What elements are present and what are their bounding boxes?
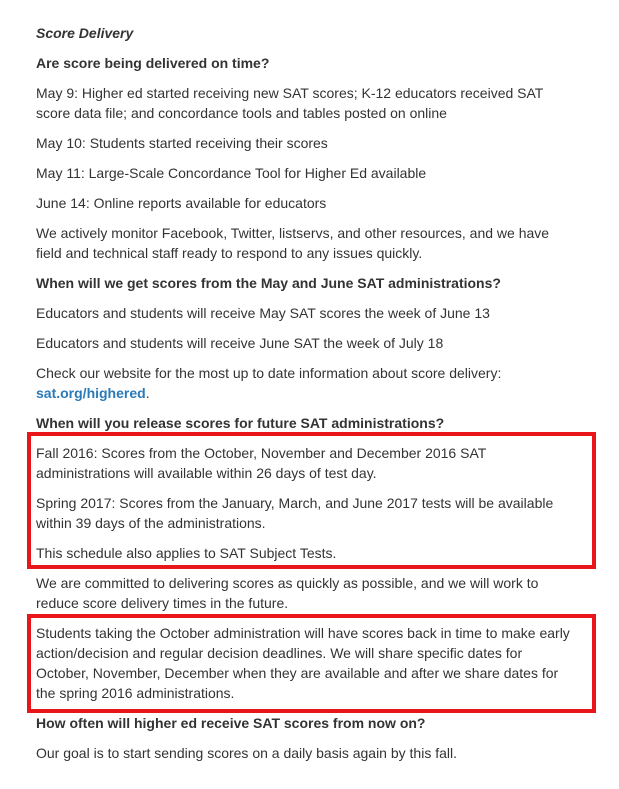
question-future-scores: When will you release scores for future SAT administrations? <box>36 415 445 431</box>
fall-2016-line2: administrations will available within 26 days of test day. <box>36 465 377 481</box>
may-scores-text: Educators and students will receive May SAT scores the week of June 13 <box>36 305 490 321</box>
monitor-text-line2: field and technical staff ready to respond to any issues quickly. <box>36 245 423 261</box>
question-may-june-scores: When will we get scores from the May and June SAT administrations? <box>36 275 501 291</box>
spring-2017-line2: within 39 days of the administrations. <box>36 515 266 531</box>
commitment-line1: We are committed to delivering scores as quickly as possible, and we will work to <box>36 575 539 591</box>
highered-link[interactable]: sat.org/highered <box>36 385 146 401</box>
fall-2016-line1: Fall 2016: Scores from the October, November and December 2016 SAT <box>36 445 487 461</box>
october-line1: Students taking the October administration will have scores back in time to make early <box>36 625 570 641</box>
section-title: Score Delivery <box>36 25 134 41</box>
october-line3: October, November, December when they are available and after we share dates for <box>36 665 559 681</box>
timeline-may9-line1: May 9: Higher ed started receiving new SAT scores; K-12 educators received SAT <box>36 85 544 101</box>
june-scores-text: Educators and students will receive June SAT the week of July 18 <box>36 335 444 351</box>
october-line2: action/decision and regular decision deadlines. We will share specific dates for <box>36 645 523 661</box>
subject-tests-text: This schedule also applies to SAT Subject Tests. <box>36 545 337 561</box>
check-website-text: Check our website for the most up to date information about score delivery: <box>36 365 502 381</box>
october-line4: the spring 2016 administrations. <box>36 685 235 701</box>
daily-scores-answer: Our goal is to start sending scores on a daily basis again by this fall. <box>36 745 457 761</box>
link-suffix: . <box>145 385 150 401</box>
spring-2017-line1: Spring 2017: Scores from the January, March, and June 2017 tests will be available <box>36 495 554 511</box>
monitor-text-line1: We actively monitor Facebook, Twitter, listservs, and other resources, and we have <box>36 225 550 241</box>
question-daily-scores: How often will higher ed receive SAT scores from now on? <box>36 715 426 731</box>
timeline-may9-line2: score data file; and concordance tools and tables posted on online <box>36 105 447 121</box>
timeline-may11: May 11: Large-Scale Concordance Tool for Higher Ed available <box>36 165 427 181</box>
timeline-may10: May 10: Students started receiving their scores <box>36 135 328 151</box>
website-link-line <box>36 383 596 403</box>
commitment-line2: reduce score delivery times in the future. <box>36 595 289 611</box>
timeline-june14: June 14: Online reports available for educators <box>36 195 327 211</box>
question-score-on-time: Are score being delivered on time? <box>36 55 270 71</box>
